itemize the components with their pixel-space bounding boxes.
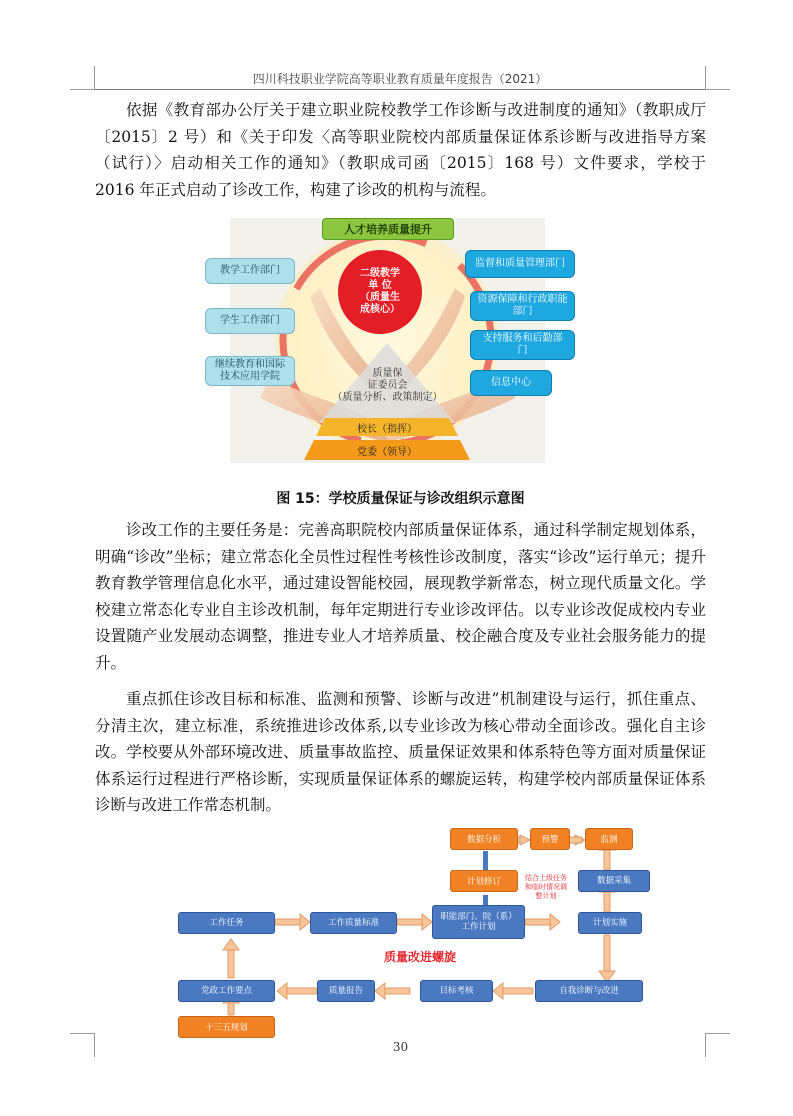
committee-line-3: （质量分析、政策制定）	[332, 392, 443, 403]
header-rule	[95, 89, 705, 90]
principal-label: 校长（指挥）	[357, 423, 417, 435]
monitor-box: 监测	[585, 828, 633, 850]
teaching-unit-circle	[338, 250, 422, 334]
info-center-box: 信息中心	[470, 370, 552, 396]
circle-line-4: 成核心）	[360, 304, 400, 315]
paragraph-2: 诊改工作的主要任务是：完善高职院校内部质量保证体系，通过科学制定规划体系，明确“诊改”坐标；建立常态化全员性过程性考核性诊改制度，落实“诊改”运行单元；提升教育教学管理信息化水平，通过建设智能校园，展现教学新常态，树立现代质量文化。学校建立常态化专业自主诊改机制，每年定期进行专业诊改评估。以专业诊改促成校内专业设置随产业发展动态调整，推进专业人才培养质量、校企融合度及专业社会服务能力的提升。	[95, 521, 706, 672]
teaching-dept-box: 教学工作部门	[205, 258, 295, 284]
data-collect-box: 数据采集	[578, 870, 650, 892]
page-number: 30	[392, 1040, 409, 1054]
resource-dept-box: 资源保障和行政职能部门	[470, 291, 575, 321]
quality-improvement-box: 人才培养质量提升	[322, 218, 454, 240]
circle-line-1: 二级教学	[360, 268, 400, 279]
paragraph-1: 依据《教育部办公厅关于建立职业院校教学工作诊断与改进制度的通知》（教职成厅〔2015〕2 号）和《关于印发〈高等职业院校内部质量保证体系诊断与改进指导方案（试行）〉启动相关工作的通知》（教职成司函〔2015〕168 号）文件要求，学校于 2016 年正式启动了诊改工作，构建了诊改的机构与流程。	[95, 101, 706, 199]
data-analysis-box: 数据分析	[450, 828, 518, 850]
circle-line-2: 单 位	[368, 280, 392, 291]
support-dept-box: 支持服务和后勤部门	[470, 330, 575, 360]
page-header: 四川科技职业学院高等职业教育质量年度报告（2021）	[252, 72, 548, 86]
crop-mark	[705, 66, 706, 90]
quality-report-box: 质量报告	[317, 980, 375, 1002]
continuing-education-box: 继续教育和国际技术应用学院	[205, 356, 295, 386]
quality-committee-label	[315, 366, 460, 406]
supervision-dept-box: 监督和质量管理部门	[465, 250, 575, 278]
adjust-plan-note: 结合上级任务和临时情况调整计划	[525, 873, 567, 900]
work-standard-box: 工作质量标准	[310, 912, 397, 934]
quality-spiral-diagram	[175, 825, 650, 1040]
crop-mark	[70, 89, 95, 90]
plan-implement-box: 计划实施	[578, 912, 642, 934]
circle-line-3: （质量生	[360, 292, 400, 303]
figure-caption: 图 15：学校质量保证与诊改组织示意图	[276, 491, 525, 507]
party-committee-label: 党委（领导）	[357, 446, 417, 458]
crop-mark	[705, 1033, 730, 1034]
crop-mark	[705, 89, 730, 90]
committee-line-2: 证委员会	[367, 380, 408, 391]
work-task-box: 工作任务	[178, 912, 275, 934]
crop-mark	[70, 1033, 95, 1034]
student-dept-box: 学生工作部门	[205, 308, 295, 334]
quality-spiral-title: 质量改进螺旋	[383, 949, 456, 964]
org-diagram	[215, 218, 568, 463]
party-points-box: 党政工作要点	[178, 980, 275, 1002]
committee-line-1: 质量保	[372, 368, 403, 379]
five-year-plan-box: 十三五规划	[178, 1016, 275, 1038]
target-assess-box: 目标考核	[420, 980, 493, 1002]
self-diagnose-box: 自我诊断与改进	[535, 980, 643, 1002]
paragraph-3: 重点抓住诊改目标和标准、监测和预警、诊断与改进”机制建设与运行，抓住重点、分清主次，建立标准，系统推进诊改体系,以专业诊改为核心带动全面诊改。强化自主诊改。学校要从外部环境改进、质量事故监控、质量保证效果和体系特色等方面对质量保证体系运行过程进行严格诊断，实现质量保证体系的螺旋运转，构建学校内部质量保证体系诊断与改进工作常态机制。	[95, 690, 706, 814]
plan-revise-box: 计划修订	[450, 870, 518, 892]
warning-box: 预警	[530, 828, 570, 850]
dept-plan-box: 职能部门、院（系）工作计划	[432, 905, 525, 939]
